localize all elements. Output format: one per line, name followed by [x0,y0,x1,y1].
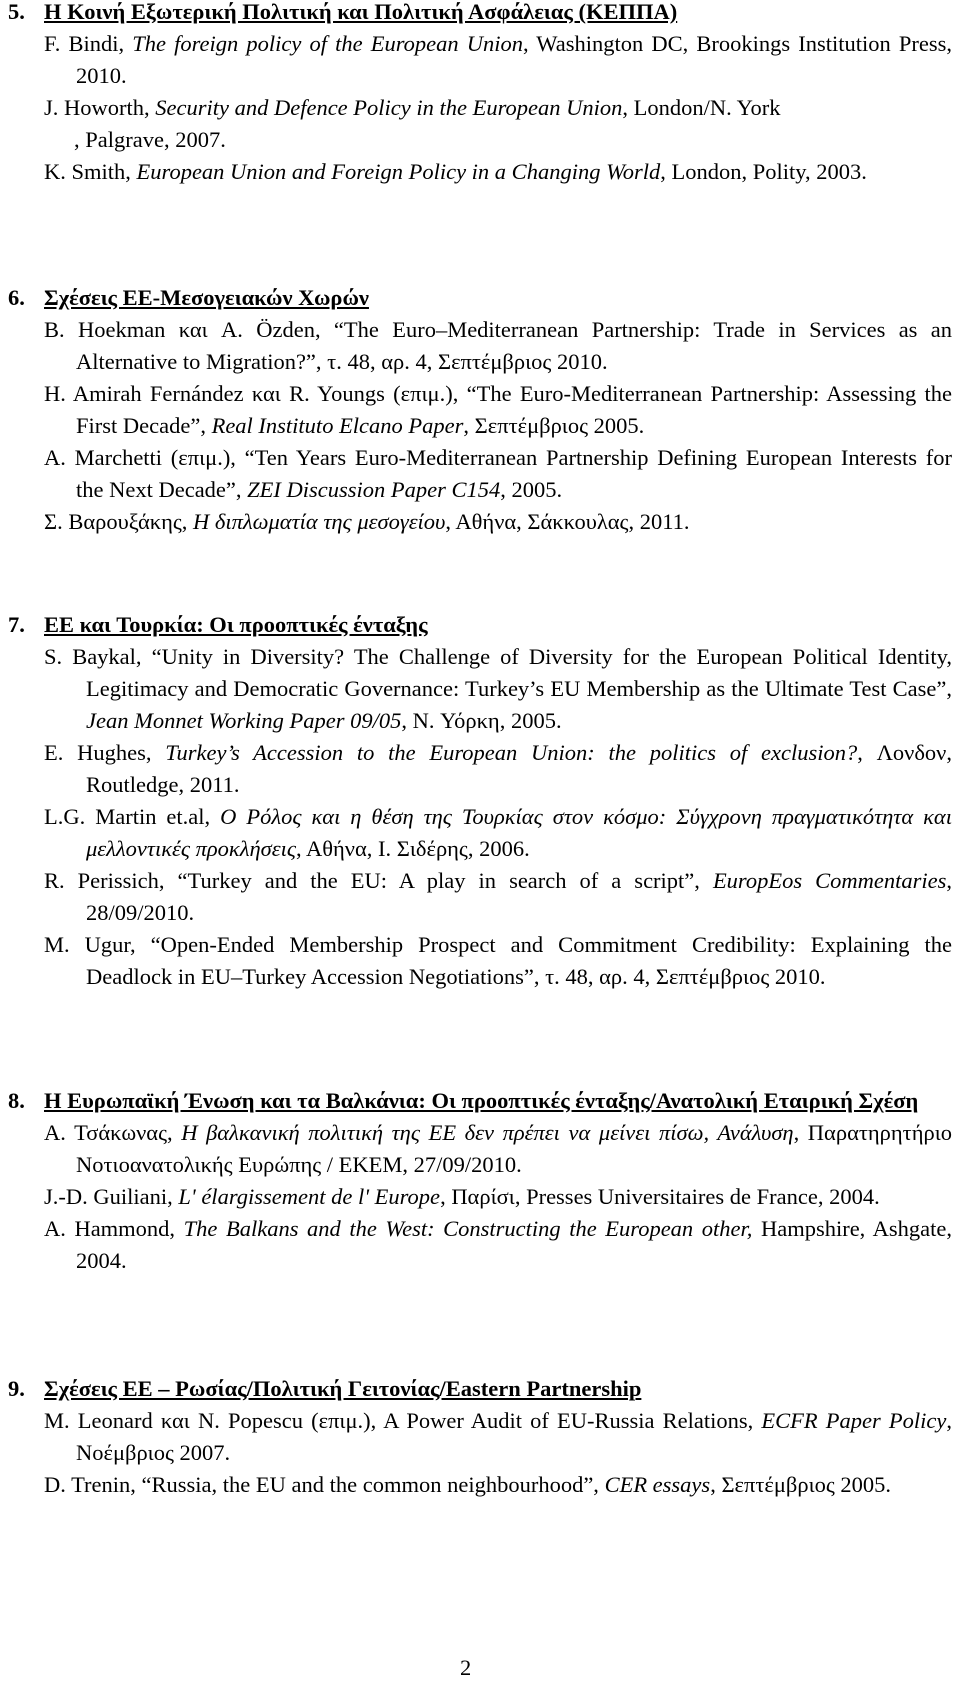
section-heading [8,1085,952,1117]
bibliography-entry: L.G. Martin et.al, O Ρόλος και η θέση της Τουρκίας στον κόσμο: Σύγχρονη πραγματικότητα και μελλοντικές προκλήσεις, Αθήνα, Ι. Σιδέρης, 2006. [44,804,952,861]
section-heading [8,1373,952,1405]
section-9 [8,1373,952,1501]
section-number: 9. [8,1376,25,1401]
section-number: 8. [8,1088,25,1113]
section-number: 7. [8,612,25,637]
section-title: Σχέσεις ΕΕ – Ρωσίας/Πολιτική Γειτονίας/Eastern Partnership [44,1376,642,1401]
section-8 [8,1085,952,1277]
section-heading [8,609,952,641]
bibliography-entry: J.-D. Guiliani, L' élargissement de l' Europe, Παρίσι, Presses Universitaires de France, 2004. [44,1184,880,1209]
section-heading [8,0,952,28]
section-7 [8,609,952,993]
bibliography-entry: D. Trenin, “Russia, the EU and the common neighbourhood”, CER essays, Σεπτέμβριος 2005. [44,1472,892,1497]
bibliography-entry: A. Marchetti (επιμ.), “Ten Years Euro-Mediterranean Partnership Defining European Interests for the Next Decade”, ZEI Discussion Paper C154, 2005. [44,445,952,502]
section-title: Η Κοινή Εξωτερική Πολιτική και Πολιτική Ασφάλειας (ΚΕΠΠΑ) [44,0,678,24]
bibliography-entry: M. Leonard και N. Popescu (επιμ.), A Power Audit of EU-Russia Relations, ECFR Paper Policy, Νοέμβριος 2007. [44,1408,953,1465]
bibliography-entry: B. Hoekman και A. Özden, “The Euro–Mediterranean Partnership: Trade in Services as an Alternative to Migration?”, τ. 48, αρ. 4, Σεπτέμβριος 2010. [44,317,952,374]
section-number: 6. [8,285,25,310]
bibliography-entry: , Palgrave, 2007. [74,127,226,152]
section-number: 5. [8,0,25,24]
bibliography-entry: Σ. Βαρουξάκης, Η διπλωματία της μεσογείου, Αθήνα, Σάκκουλας, 2011. [44,509,690,534]
bibliography-entry: S. Baykal, “Unity in Diversity? The Challenge of Diversity for the European Political Identity, Legitimacy and Democratic Governance: Turkey’s EU Membership as the Ultimate Test Case”, Jean Monnet Working Paper 09/05, N. Υόρκη, 2005. [44,644,952,733]
bibliography-entry: J. Howorth, Security and Defence Policy in the European Union, London/N. York [44,95,781,120]
bibliography-entry: A. Hammond, The Balkans and the West: Constructing the European other, Hampshire, Ashgate, 2004. [44,1216,952,1273]
bibliography-entry: E. Hughes, Turkey’s Accession to the European Union: the politics of exclusion?, Λονδον, Routledge, 2011. [44,740,952,797]
bibliography-entry: M. Ugur, “Open-Ended Membership Prospect and Commitment Credibility: Explaining the Deadlock in EU–Turkey Accession Negotiations”, τ. 48, αρ. 4, Σεπτέμβριος 2010. [44,932,952,989]
bibliography-entry: R. Perissich, “Turkey and the EU: A play in search of a script”, EuropEos Commentaries, 28/09/2010. [44,868,952,925]
section-title: ΕΕ και Τουρκία: Οι προοπτικές ένταξης [44,612,428,637]
section-title: Η Ευρωπαϊκή Ένωση και τα Βαλκάνια: Οι προοπτικές ένταξης/Ανατολική Εταιρική Σχέση [44,1088,919,1113]
bibliography-entry: H. Amirah Fernández και R. Youngs (επιμ.), “The Euro-Mediterranean Partnership: Assessing the First Decade”, Real Instituto Elcano Paper, Σεπτέμβριος 2005. [44,381,952,438]
bibliography-entry: F. Bindi, The foreign policy of the European Union, Washington DC, Brookings Institution Press, 2010. [44,31,952,88]
bibliography-entry: K. Smith, European Union and Foreign Policy in a Changing World, London, Polity, 2003. [44,159,867,184]
section-6 [8,282,952,538]
section-title: Σχέσεις ΕΕ-Μεσογειακών Χωρών [44,285,369,310]
section-5 [8,0,952,188]
section-heading [8,282,952,314]
page-number: 2 [460,1655,472,1680]
bibliography-entry: Α. Τσάκωνας, Η βαλκανική πολιτική της ΕΕ δεν πρέπει να μείνει πίσω, Ανάλυση, Παρατηρητήριο Νοτιοανατολικής Ευρώπης / ΕΚΕΜ, 27/09/2010. [44,1120,952,1177]
